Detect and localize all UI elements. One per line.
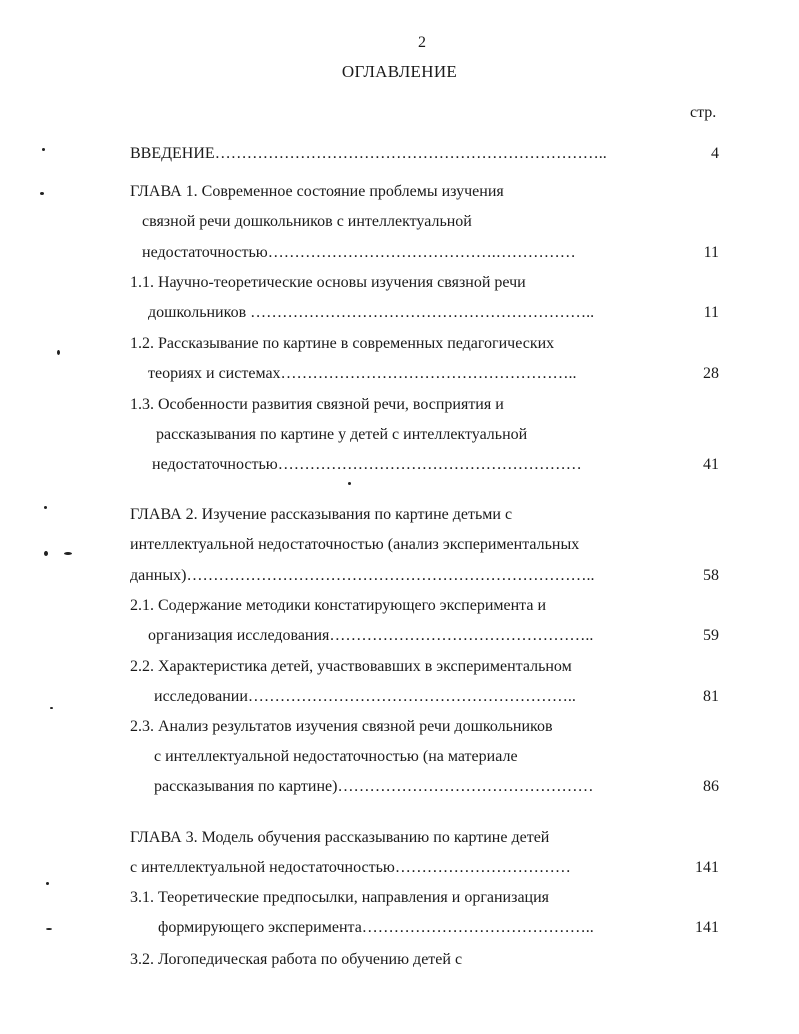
toc-entry-page: 58 — [703, 567, 719, 584]
page-number: 2 — [418, 34, 426, 51]
toc-entry-page: 28 — [703, 365, 719, 382]
toc-entry-text: ГЛАВА 3. Модель обучения рассказыванию по картине детей — [130, 829, 550, 846]
toc-entry-text: исследовании…………………………………………………….. — [154, 688, 576, 705]
toc-entry-page: 4 — [711, 145, 719, 162]
toc-entry-text: рассказывания по картине)………………………………………… — [154, 778, 594, 795]
toc-entry-text: недостаточностью…………………………………….…………… — [142, 244, 576, 261]
toc-entry-text: рассказывания по картине у детей с интеллектуальной — [156, 426, 528, 443]
scan-speck — [57, 350, 60, 355]
toc-entry-text: 2.1. Содержание методики констатирующего эксперимента и — [130, 597, 547, 614]
scan-speck — [44, 506, 47, 509]
scan-speck — [40, 192, 44, 195]
toc-entry-text: формирующего эксперимента…………………………………….. — [158, 919, 594, 936]
scan-speck — [46, 928, 52, 930]
toc-entry-page: 11 — [703, 304, 719, 321]
toc-entry-text: организация исследования………………………………………….. — [148, 627, 594, 644]
toc-entry-text: 3.2. Логопедическая работа по обучению детей с — [130, 951, 463, 968]
toc-entry-page: 11 — [703, 244, 719, 261]
toc-entry-text: 2.3. Анализ результатов изучения связной речи дошкольников — [130, 718, 553, 735]
toc-entry-text: 1.1. Научно-теоретические основы изучения связной речи — [130, 274, 526, 291]
toc-entry-text: данных)………………………………………………………………….. — [130, 567, 595, 584]
toc-entry-text: 1.3. Особенности развития связной речи, восприятия и — [130, 396, 504, 413]
scan-speck — [44, 551, 48, 556]
page-title: ОГЛАВЛЕНИЕ — [341, 62, 458, 81]
toc-entry-page: 86 — [703, 778, 719, 795]
scan-speck — [50, 707, 53, 709]
toc-entry-page: 41 — [703, 456, 719, 473]
toc-entry-text: недостаточностью………………………………………………… — [152, 456, 582, 473]
toc-entry-text: интеллектуальной недостаточностью (анализ экспериментальных — [130, 536, 580, 553]
scan-speck — [348, 482, 351, 485]
toc-entry-text: 2.2. Характеристика детей, участвовавших в экспериментальном — [130, 658, 572, 675]
scan-speck — [64, 552, 72, 555]
toc-entry-text: с интеллектуальной недостаточностью…………………………… — [130, 859, 571, 876]
toc-entry-text: 3.1. Теоретические предпосылки, направления и организация — [130, 889, 550, 906]
scan-speck — [46, 882, 49, 885]
toc-entry-text: дошкольников ……………………………………………………….. — [148, 304, 595, 321]
toc-entry-text: связной речи дошкольников с интеллектуальной — [142, 213, 472, 230]
toc-entry-page: 141 — [695, 919, 719, 936]
toc-entry-text: 1.2. Рассказывание по картине в современных педагогических — [130, 335, 555, 352]
toc-entry-text: с интеллектуальной недостаточностью (на материале — [154, 748, 518, 765]
toc-entry-text: теориях и системах……………………………………………….. — [148, 365, 577, 382]
toc-entry-text: ВВЕДЕНИЕ……………………………………………………………….. — [130, 145, 607, 162]
toc-entry-page: 141 — [695, 859, 719, 876]
toc-entry-page: 59 — [703, 627, 719, 644]
toc-entry-page: 81 — [703, 688, 719, 705]
toc-entry-text: ГЛАВА 2. Изучение рассказывания по картине детьми с — [130, 506, 513, 523]
scan-speck — [42, 148, 45, 151]
page-column-label: стр. — [690, 104, 717, 121]
toc-entry-text: ГЛАВА 1. Современное состояние проблемы изучения — [130, 183, 504, 200]
